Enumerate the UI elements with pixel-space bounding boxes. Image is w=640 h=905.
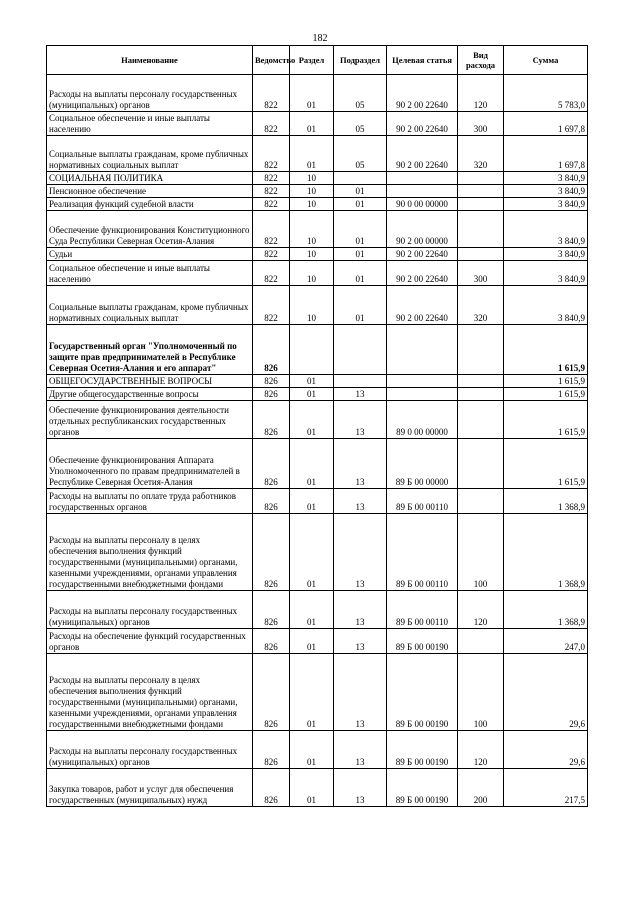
table-row <box>47 401 588 439</box>
cell-expense-type <box>458 172 504 185</box>
cell-target: 90 2 00 22640 <box>387 136 458 172</box>
page-number: 182 <box>312 33 328 44</box>
cell-name: Социальные выплаты гражданам, кроме публичных нормативных социальных выплат <box>47 136 253 172</box>
cell-subsection: 13 <box>334 388 387 401</box>
cell-name: Социальное обеспечение и иные выплаты населению <box>47 112 253 136</box>
cell-subsection: 13 <box>334 731 387 769</box>
cell-dept: 826 <box>253 629 290 654</box>
cell-subsection <box>334 375 387 388</box>
cell-target <box>387 172 458 185</box>
cell-section: 01 <box>290 439 334 489</box>
cell-expense-type: 120 <box>458 731 504 769</box>
cell-expense-type <box>458 185 504 198</box>
cell-expense-type: 320 <box>458 136 504 172</box>
cell-target: 89 Б 00 00110 <box>387 514 458 591</box>
cell-dept: 822 <box>253 211 290 248</box>
cell-sum: 3 840,9 <box>504 261 588 286</box>
cell-section: 10 <box>290 185 334 198</box>
cell-sum: 1 368,9 <box>504 591 588 629</box>
cell-sum: 1 615,9 <box>504 401 588 439</box>
cell-name: Расходы на выплаты персоналу государственных (муниципальных) органов <box>47 591 253 629</box>
column-header-dept: Ведомство <box>253 46 290 75</box>
cell-section: 01 <box>290 489 334 514</box>
cell-expense-type: 320 <box>458 286 504 325</box>
cell-subsection: 05 <box>334 136 387 172</box>
cell-target: 90 2 00 22640 <box>387 75 458 112</box>
table-body <box>47 75 588 807</box>
cell-section: 01 <box>290 629 334 654</box>
cell-section: 01 <box>290 731 334 769</box>
cell-dept: 822 <box>253 248 290 261</box>
cell-section: 01 <box>290 769 334 807</box>
table-row <box>47 211 588 248</box>
cell-target: 89 Б 00 00110 <box>387 489 458 514</box>
table-row <box>47 591 588 629</box>
cell-subsection <box>334 325 387 375</box>
column-header-section: Раздел <box>290 46 334 75</box>
cell-sum: 1 615,9 <box>504 375 588 388</box>
cell-section: 10 <box>290 172 334 185</box>
column-header-name: Наименование <box>47 46 253 75</box>
cell-section: 01 <box>290 136 334 172</box>
cell-section: 01 <box>290 401 334 439</box>
cell-sum: 3 840,9 <box>504 198 588 211</box>
cell-expense-type <box>458 629 504 654</box>
cell-dept: 826 <box>253 591 290 629</box>
cell-name: Расходы на выплаты персоналу в целях обеспечения выполнения функций государственными (муниципальными) органами, казенными учреждениями, органами управления государственными внебюджетными фондами <box>47 514 253 591</box>
cell-section: 01 <box>290 591 334 629</box>
column-header-sum: Сумма <box>504 46 588 75</box>
cell-name: Социальные выплаты гражданам, кроме публичных нормативных социальных выплат <box>47 286 253 325</box>
cell-name: Другие общегосударственные вопросы <box>47 388 253 401</box>
cell-subsection <box>334 172 387 185</box>
cell-dept: 826 <box>253 489 290 514</box>
cell-dept: 826 <box>253 654 290 731</box>
cell-section: 01 <box>290 375 334 388</box>
cell-subsection: 13 <box>334 769 387 807</box>
cell-section: 01 <box>290 112 334 136</box>
cell-expense-type <box>458 401 504 439</box>
cell-target <box>387 325 458 375</box>
table-row <box>47 731 588 769</box>
table-row <box>47 769 588 807</box>
cell-subsection: 13 <box>334 489 387 514</box>
cell-dept: 826 <box>253 401 290 439</box>
cell-expense-type <box>458 439 504 489</box>
table-row <box>47 388 588 401</box>
cell-target <box>387 388 458 401</box>
cell-target <box>387 185 458 198</box>
cell-name: ОБЩЕГОСУДАРСТВЕННЫЕ ВОПРОСЫ <box>47 375 253 388</box>
cell-dept: 822 <box>253 185 290 198</box>
cell-dept: 822 <box>253 112 290 136</box>
cell-section <box>290 325 334 375</box>
cell-target: 89 Б 00 00190 <box>387 629 458 654</box>
cell-target: 90 2 00 22640 <box>387 248 458 261</box>
cell-section: 10 <box>290 198 334 211</box>
cell-name: Обеспечение функционирования деятельности отдельных республиканских государственных органов <box>47 401 253 439</box>
cell-dept: 826 <box>253 769 290 807</box>
cell-name: Реализация функций судебной власти <box>47 198 253 211</box>
cell-subsection: 01 <box>334 211 387 248</box>
cell-sum: 29,6 <box>504 654 588 731</box>
cell-name: Закупка товаров, работ и услуг для обеспечения государственных (муниципальных) нужд <box>47 769 253 807</box>
cell-section: 10 <box>290 248 334 261</box>
cell-dept: 822 <box>253 136 290 172</box>
cell-expense-type: 120 <box>458 75 504 112</box>
cell-name: Расходы на обеспечение функций государственных органов <box>47 629 253 654</box>
cell-target: 90 2 00 22640 <box>387 261 458 286</box>
table-row <box>47 325 588 375</box>
cell-dept: 826 <box>253 325 290 375</box>
cell-name: СОЦИАЛЬНАЯ ПОЛИТИКА <box>47 172 253 185</box>
cell-name: Социальное обеспечение и иные выплаты населению <box>47 261 253 286</box>
cell-sum: 247,0 <box>504 629 588 654</box>
cell-target: 89 Б 00 00000 <box>387 439 458 489</box>
cell-section: 01 <box>290 514 334 591</box>
cell-sum: 1 615,9 <box>504 388 588 401</box>
table-row <box>47 185 588 198</box>
table-row <box>47 375 588 388</box>
column-header-expense-type: Вид расхода <box>458 46 504 75</box>
cell-expense-type: 100 <box>458 514 504 591</box>
cell-subsection: 05 <box>334 112 387 136</box>
column-header-target: Целевая статья <box>387 46 458 75</box>
cell-expense-type <box>458 248 504 261</box>
cell-expense-type <box>458 388 504 401</box>
cell-name: Пенсионное обеспечение <box>47 185 253 198</box>
cell-target: 89 Б 00 00110 <box>387 591 458 629</box>
cell-section: 10 <box>290 261 334 286</box>
cell-subsection: 01 <box>334 286 387 325</box>
cell-sum: 1 697,8 <box>504 136 588 172</box>
cell-dept: 822 <box>253 172 290 185</box>
table-row <box>47 75 588 112</box>
table-row <box>47 172 588 185</box>
cell-target: 89 Б 00 00190 <box>387 654 458 731</box>
table-row <box>47 514 588 591</box>
table-row <box>47 198 588 211</box>
cell-subsection: 01 <box>334 198 387 211</box>
cell-name: Обеспечение функционирования Аппарата Уполномоченного по правам предпринимателей в Республике Северная Осетия-Алания <box>47 439 253 489</box>
cell-target: 90 2 00 00000 <box>387 211 458 248</box>
cell-section: 01 <box>290 654 334 731</box>
cell-name: Расходы на выплаты персоналу государственных (муниципальных) органов <box>47 75 253 112</box>
table-row <box>47 286 588 325</box>
cell-target: 90 2 00 22640 <box>387 286 458 325</box>
table-header-row <box>47 46 588 75</box>
cell-sum: 1 615,9 <box>504 439 588 489</box>
cell-name: Расходы на выплаты по оплате труда работников государственных органов <box>47 489 253 514</box>
cell-name: Расходы на выплаты персоналу государственных (муниципальных) органов <box>47 731 253 769</box>
cell-target: 89 0 00 00000 <box>387 401 458 439</box>
cell-sum: 5 783,0 <box>504 75 588 112</box>
cell-expense-type <box>458 375 504 388</box>
column-header-subsection: Подраздел <box>334 46 387 75</box>
table-row <box>47 489 588 514</box>
cell-dept: 822 <box>253 286 290 325</box>
cell-sum: 1 697,8 <box>504 112 588 136</box>
cell-section: 01 <box>290 388 334 401</box>
cell-expense-type: 120 <box>458 591 504 629</box>
cell-subsection: 01 <box>334 261 387 286</box>
cell-dept: 826 <box>253 439 290 489</box>
cell-dept: 826 <box>253 388 290 401</box>
cell-expense-type: 300 <box>458 261 504 286</box>
cell-name: Расходы на выплаты персоналу в целях обеспечения выполнения функций государственными (муниципальными) органами, казенными учреждениями, органами управления государственными внебюджетными фондами <box>47 654 253 731</box>
cell-sum: 1 615,9 <box>504 325 588 375</box>
cell-section: 10 <box>290 286 334 325</box>
cell-dept: 826 <box>253 514 290 591</box>
cell-subsection: 01 <box>334 185 387 198</box>
table-row <box>47 261 588 286</box>
cell-subsection: 13 <box>334 629 387 654</box>
cell-dept: 826 <box>253 375 290 388</box>
cell-subsection: 01 <box>334 248 387 261</box>
cell-name: Судьи <box>47 248 253 261</box>
cell-target: 89 Б 00 00190 <box>387 769 458 807</box>
cell-sum: 3 840,9 <box>504 211 588 248</box>
table-row <box>47 136 588 172</box>
cell-section: 01 <box>290 75 334 112</box>
cell-dept: 822 <box>253 261 290 286</box>
cell-sum: 1 368,9 <box>504 514 588 591</box>
table-row <box>47 112 588 136</box>
cell-expense-type <box>458 198 504 211</box>
cell-dept: 822 <box>253 75 290 112</box>
cell-expense-type <box>458 489 504 514</box>
cell-dept: 822 <box>253 198 290 211</box>
table-row <box>47 654 588 731</box>
cell-target: 90 2 00 22640 <box>387 112 458 136</box>
cell-subsection: 13 <box>334 401 387 439</box>
cell-target: 89 Б 00 00190 <box>387 731 458 769</box>
cell-sum: 217,5 <box>504 769 588 807</box>
cell-name: Обеспечение функционирования Конституционного Суда Республики Северная Осетия-Алания <box>47 211 253 248</box>
cell-sum: 3 840,9 <box>504 172 588 185</box>
cell-sum: 29,6 <box>504 731 588 769</box>
cell-sum: 3 840,9 <box>504 286 588 325</box>
cell-target <box>387 375 458 388</box>
cell-subsection: 05 <box>334 75 387 112</box>
cell-name: Государственный орган "Уполномоченный по защите прав предпринимателей в Республике Северная Осетия-Алания и его аппарат" <box>47 325 253 375</box>
cell-expense-type: 200 <box>458 769 504 807</box>
cell-subsection: 13 <box>334 591 387 629</box>
table-row <box>47 629 588 654</box>
table-row <box>47 439 588 489</box>
budget-table <box>46 45 588 807</box>
cell-section: 10 <box>290 211 334 248</box>
cell-expense-type <box>458 325 504 375</box>
cell-sum: 1 368,9 <box>504 489 588 514</box>
cell-expense-type <box>458 211 504 248</box>
cell-sum: 3 840,9 <box>504 185 588 198</box>
cell-subsection: 13 <box>334 439 387 489</box>
table-row <box>47 248 588 261</box>
cell-sum: 3 840,9 <box>504 248 588 261</box>
cell-subsection: 13 <box>334 654 387 731</box>
cell-subsection: 13 <box>334 514 387 591</box>
cell-expense-type: 100 <box>458 654 504 731</box>
cell-expense-type: 300 <box>458 112 504 136</box>
cell-target: 90 0 00 00000 <box>387 198 458 211</box>
cell-dept: 826 <box>253 731 290 769</box>
